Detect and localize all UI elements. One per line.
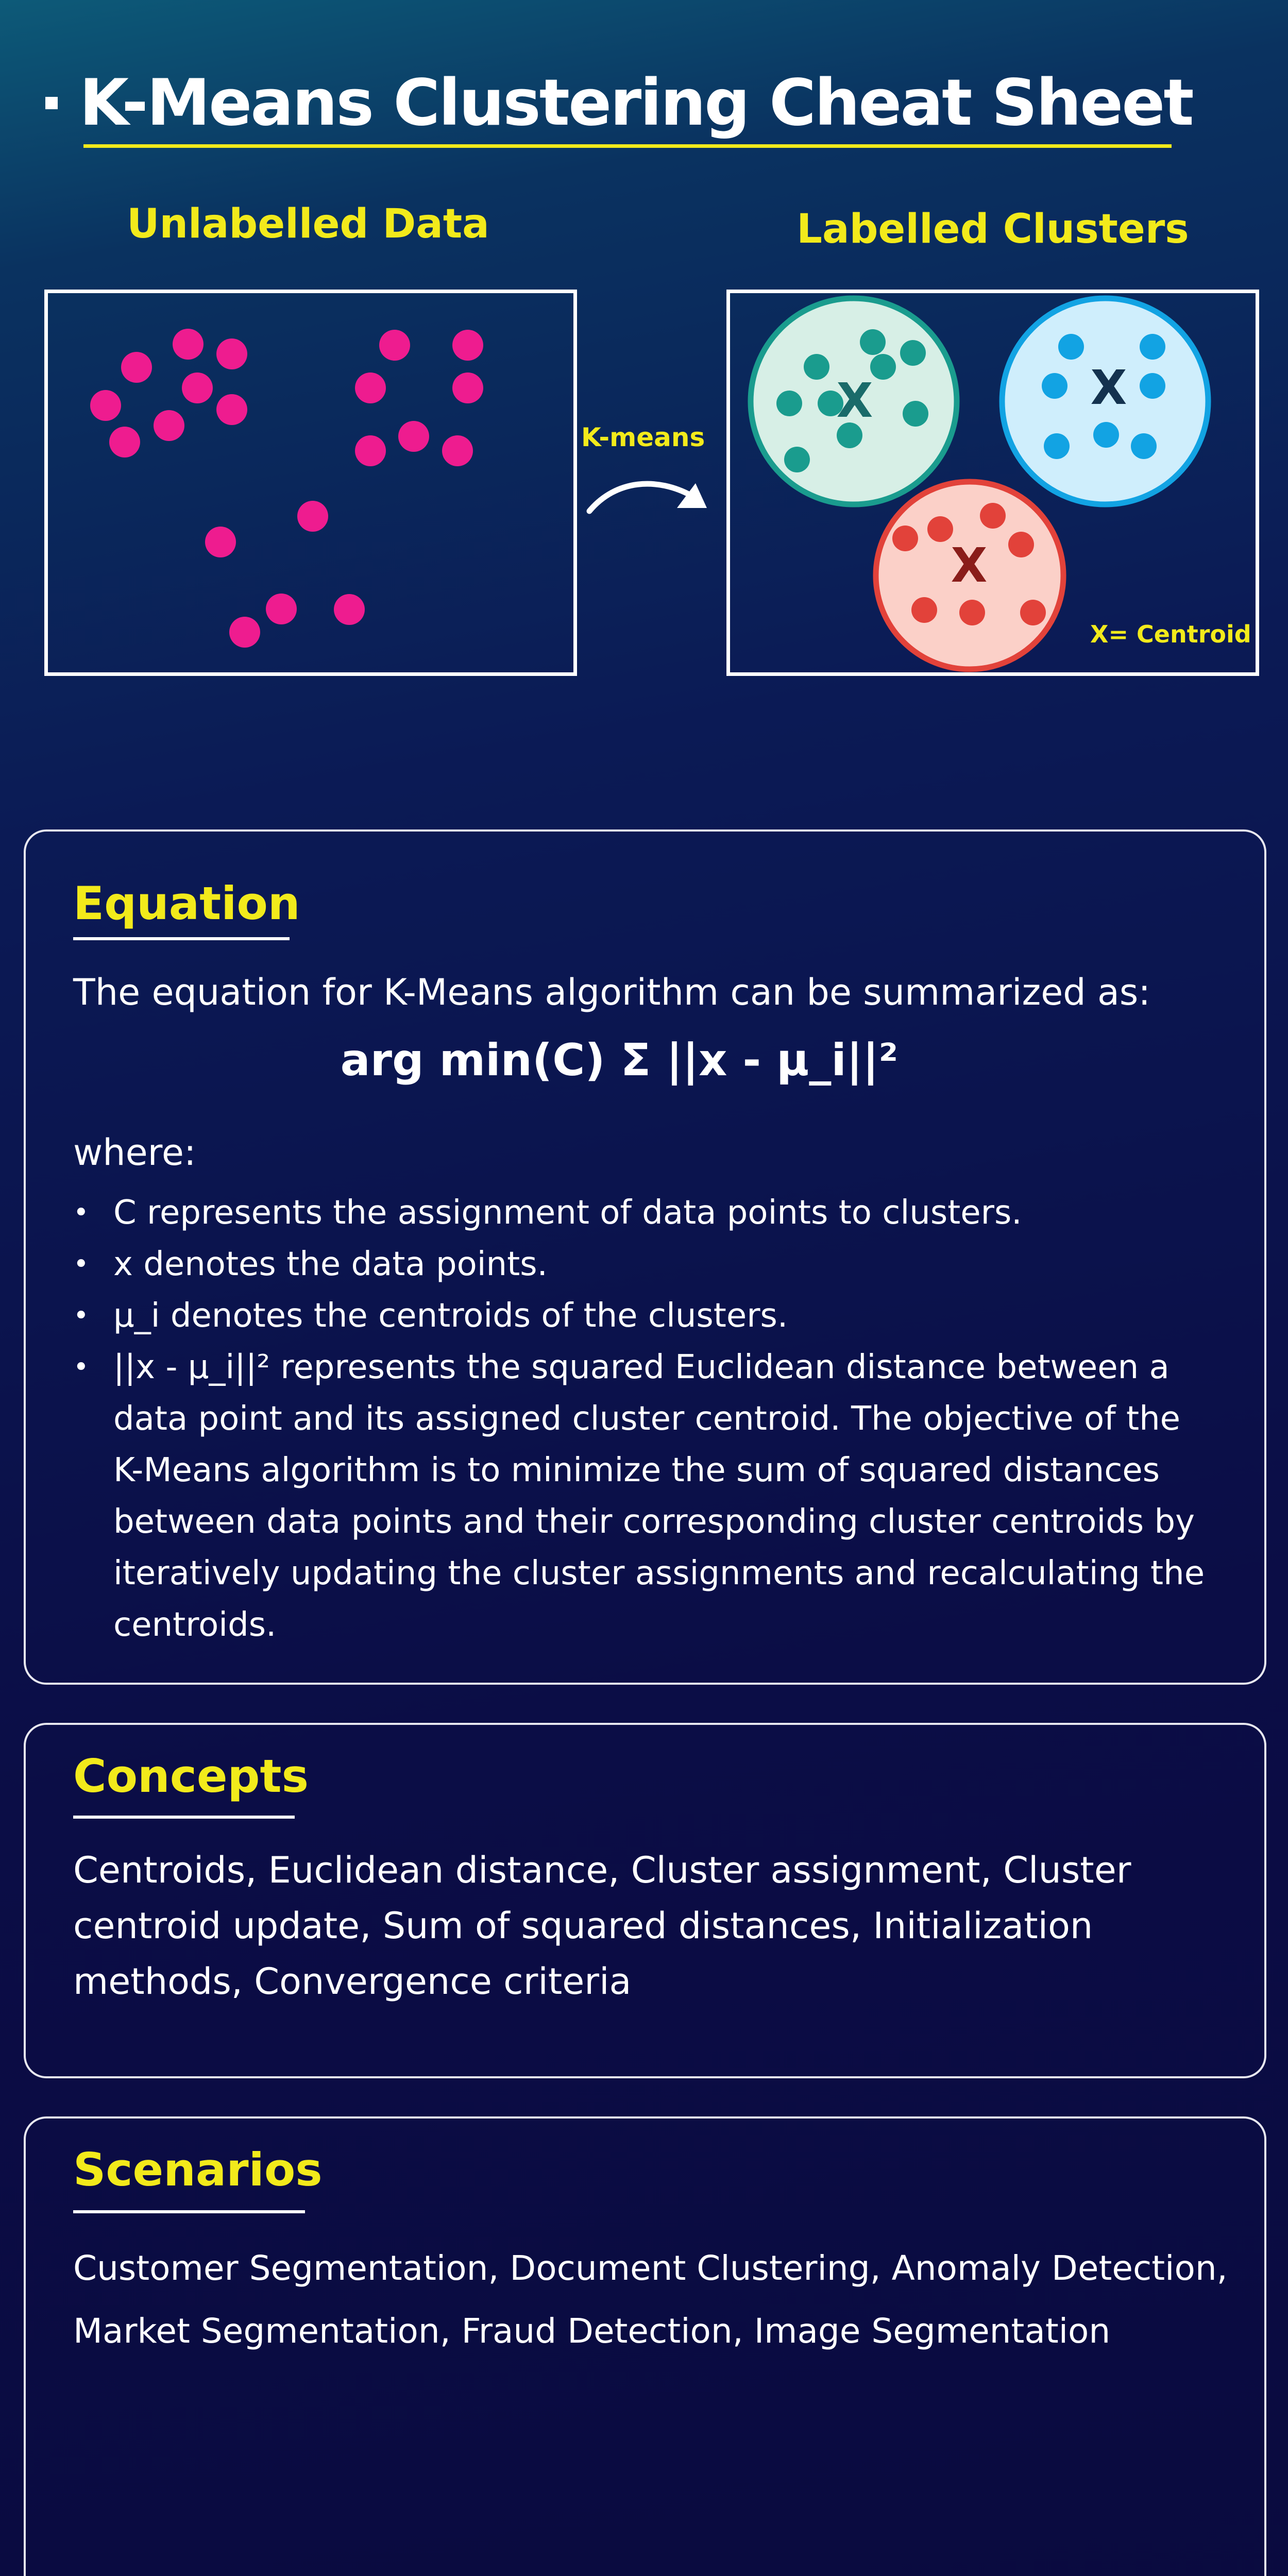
data-point <box>1008 532 1034 557</box>
concepts-card <box>24 1723 1266 2078</box>
concepts-heading: Concepts <box>73 1750 309 1803</box>
kmeans-arrow-icon <box>585 464 715 520</box>
title-underline <box>83 144 1172 148</box>
data-point <box>266 594 297 624</box>
data-point <box>784 447 810 472</box>
data-point <box>205 527 236 557</box>
concepts-text: Centroids, Euclidean distance, Cluster assignment, Cluster centroid update, Sum of squared distances, Initialization methods, Convergence criteria <box>73 1849 1131 2003</box>
scenarios-text: Customer Segmentation, Document Clustering, Anomaly Detection, Market Segmentation, Fraud Detection, Image Segmentation <box>73 2248 1228 2351</box>
data-point <box>90 390 121 421</box>
data-point <box>1131 433 1157 459</box>
cluster-blue <box>1002 298 1208 504</box>
data-point <box>355 372 386 403</box>
data-point <box>452 372 483 403</box>
equation-heading: Equation <box>73 877 300 930</box>
bullet-data-points: • x denotes the data points. <box>73 1239 1248 1290</box>
centroid-marker-blue: X <box>1090 360 1127 415</box>
data-point <box>229 617 260 648</box>
equation-bullet-list <box>73 1187 1248 1651</box>
clusters-diagram <box>730 293 1256 672</box>
data-point <box>804 354 829 380</box>
data-point <box>154 410 184 441</box>
bullet-assignment: • C represents the assignment of data points to clusters. <box>73 1187 1248 1239</box>
unlabelled-data-label: Unlabelled Data <box>127 201 489 247</box>
scenarios-heading-underline <box>73 2210 305 2213</box>
data-point <box>173 329 204 360</box>
bullet-squared-distance: • ||x - μ_i||² represents the squared Euclidean distance between a data point and its assigned cluster centroid. The objective of the K-Means algorithm is to minimize the sum of squared distances between data points and their corresponding cluster centroids by iteratively updating the cluster assignments and recalculating the centroids. <box>73 1342 1211 1651</box>
where-label: where: <box>73 1131 196 1174</box>
equation-heading-underline <box>73 937 290 940</box>
data-point <box>1140 373 1165 399</box>
data-point <box>1044 433 1070 459</box>
data-point <box>927 516 953 542</box>
data-point <box>959 600 985 625</box>
data-point <box>121 352 152 383</box>
data-point <box>980 503 1006 529</box>
data-point <box>1093 422 1119 448</box>
equation-formula: arg min(C) Σ ||x - μ_i||² <box>340 1035 899 1086</box>
data-point <box>442 435 473 466</box>
data-point <box>182 372 213 403</box>
data-point <box>892 526 918 551</box>
data-point <box>216 394 247 425</box>
centroid-marker-teal: X <box>836 373 873 428</box>
data-point <box>776 391 802 416</box>
title-bullet-icon <box>45 97 58 109</box>
page-title-row <box>45 62 1193 144</box>
data-point <box>900 340 926 366</box>
data-point <box>334 594 365 625</box>
concepts-heading-underline <box>73 1816 295 1819</box>
data-point <box>379 330 410 361</box>
page-title: K-Means Clustering Cheat Sheet <box>79 66 1193 140</box>
cluster-teal <box>751 298 957 504</box>
data-point <box>903 401 928 427</box>
labelled-clusters-panel <box>726 290 1259 676</box>
scenarios-heading: Scenarios <box>73 2143 323 2196</box>
data-point <box>355 435 386 466</box>
data-point <box>216 338 247 369</box>
unlabelled-points <box>90 329 483 648</box>
bullet-centroids: • μ_i denotes the centroids of the clusters. <box>73 1290 1248 1342</box>
cluster-red <box>876 482 1063 669</box>
data-point <box>1042 373 1067 399</box>
labelled-clusters-label: Labelled Clusters <box>796 206 1189 252</box>
data-point <box>1058 334 1084 360</box>
data-point <box>452 330 483 361</box>
unlabelled-scatter <box>48 293 573 672</box>
data-point <box>398 421 429 452</box>
data-point <box>860 329 886 355</box>
data-point <box>1020 600 1046 625</box>
scenarios-card <box>24 2116 1266 2576</box>
equation-card <box>24 829 1266 1685</box>
data-point <box>870 354 896 380</box>
data-point <box>1140 334 1165 360</box>
data-point <box>297 501 328 532</box>
data-point <box>911 597 937 623</box>
unlabelled-data-panel <box>44 290 577 676</box>
data-point <box>109 427 140 457</box>
centroid-marker-red: X <box>951 538 988 593</box>
equation-intro: The equation for K-Means algorithm can be summarized as: <box>73 971 1150 1013</box>
kmeans-arrow-label: K-means <box>581 422 705 452</box>
centroid-legend-note: X= Centroid <box>1090 620 1251 648</box>
